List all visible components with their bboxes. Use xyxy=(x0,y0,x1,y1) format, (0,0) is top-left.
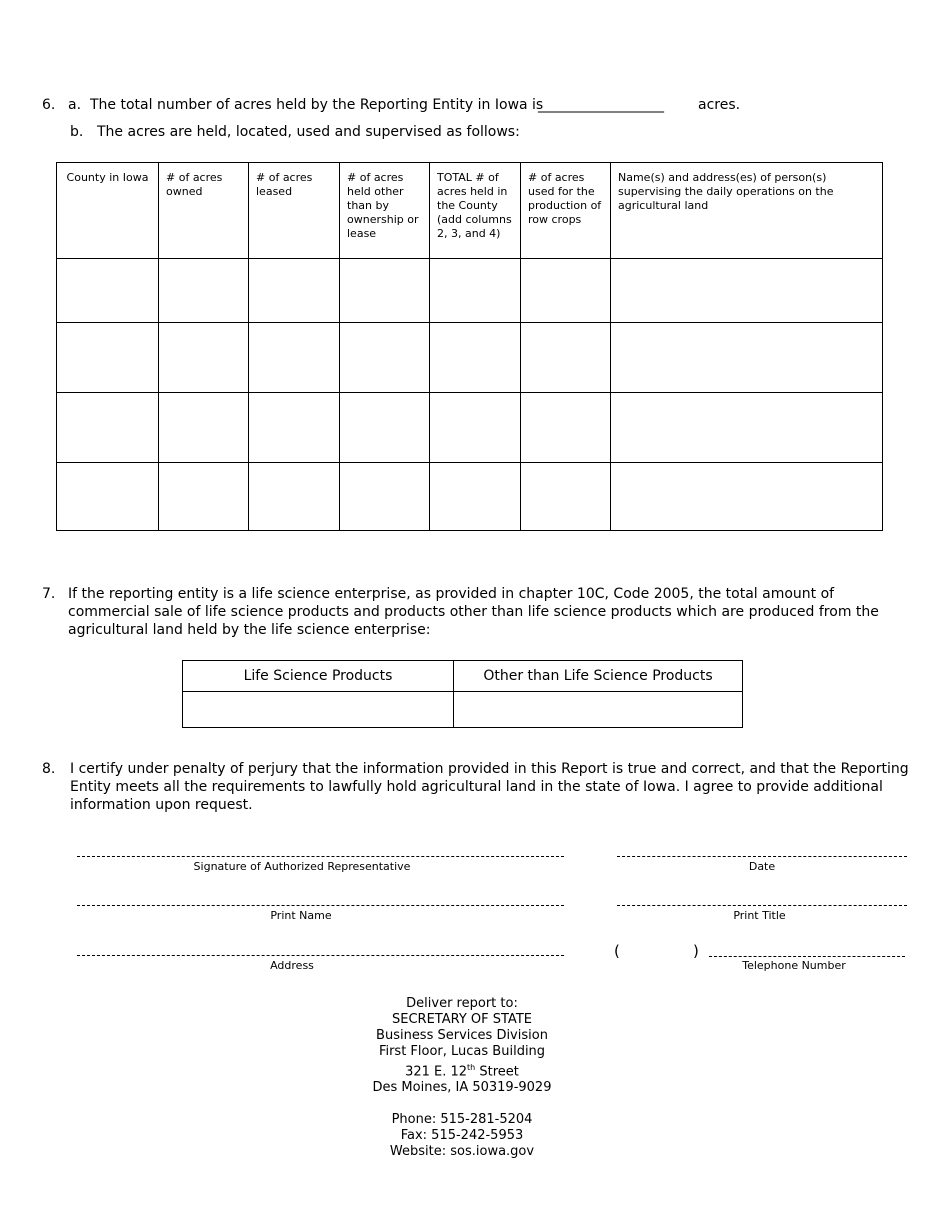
cell-owned[interactable] xyxy=(159,463,249,531)
q6a-text: The total number of acres held by the Reporting Entity in Iowa is xyxy=(90,97,544,113)
cell-row-crops[interactable] xyxy=(521,259,611,323)
cell-owned[interactable] xyxy=(159,393,249,463)
website[interactable]: Website: sos.iowa.gov xyxy=(389,1144,535,1160)
q8-text: I certify under penalty of perjury that the information provided in this Report is true and correct, and that the Reporting Entity meets all the requirements to lawfully hold agricultural land in the state of Iowa. I agree to provide additional information upon request. xyxy=(70,761,909,813)
signature-label: Signature of Authorized Representative xyxy=(193,860,411,873)
cell-supervisors[interactable] xyxy=(611,463,883,531)
cell-row-crops[interactable] xyxy=(521,323,611,393)
signature-line[interactable] xyxy=(77,856,564,857)
cell-row-crops[interactable] xyxy=(521,393,611,463)
q7-number: 7. xyxy=(42,586,56,602)
building-name: First Floor, Lucas Building xyxy=(378,1044,546,1059)
q6b-label: b. xyxy=(70,124,84,140)
area-code-open-paren: ( xyxy=(614,942,620,960)
cell-other[interactable] xyxy=(340,463,430,531)
phone-label: Telephone Number xyxy=(742,959,846,972)
header-acres-other: # of acres held other than by ownership or lease xyxy=(340,163,430,259)
cell-supervisors[interactable] xyxy=(611,393,883,463)
cell-county[interactable] xyxy=(57,463,159,531)
cell-owned[interactable] xyxy=(159,259,249,323)
address-line[interactable] xyxy=(77,955,564,956)
office-name: SECRETARY OF STATE xyxy=(392,1012,532,1027)
footer-spacer xyxy=(300,1096,624,1112)
phone-line[interactable] xyxy=(709,956,905,957)
cell-leased[interactable] xyxy=(249,393,340,463)
header-acres-leased: # of acres leased xyxy=(249,163,340,259)
cell-leased[interactable] xyxy=(249,323,340,393)
acres-table xyxy=(56,162,883,531)
table-row xyxy=(57,323,883,393)
street-address: 321 E. 12th Street xyxy=(405,1063,519,1080)
q6b-text: The acres are held, located, used and supervised as follows: xyxy=(97,124,520,140)
header-row-crops: # of acres used for the production of row crops xyxy=(521,163,611,259)
header-acres-owned: # of acres owned xyxy=(159,163,249,259)
deliver-label: Deliver report to: xyxy=(406,996,518,1011)
date-line[interactable] xyxy=(617,856,907,857)
division-name: Business Services Division xyxy=(376,1028,548,1043)
table-row xyxy=(57,259,883,323)
cell-row-crops[interactable] xyxy=(521,463,611,531)
acres-table-header-row xyxy=(57,163,883,259)
header-total-acres: TOTAL # of acres held in the County (add columns 2, 3, and 4) xyxy=(430,163,521,259)
cell-total[interactable] xyxy=(430,463,521,531)
address-label: Address xyxy=(270,959,314,972)
print-name-line[interactable] xyxy=(77,905,564,906)
table-row xyxy=(57,393,883,463)
fax-number: Fax: 515-242-5953 xyxy=(400,1128,524,1144)
cell-total[interactable] xyxy=(430,259,521,323)
cell-other[interactable] xyxy=(340,323,430,393)
cell-life-science[interactable] xyxy=(183,692,454,728)
cell-leased[interactable] xyxy=(249,463,340,531)
q6-number: 6. xyxy=(42,97,56,113)
cell-other-products[interactable] xyxy=(454,692,743,728)
header-county: County in Iowa xyxy=(57,163,159,259)
q6a-unit: acres. xyxy=(698,97,741,113)
q8-number: 8. xyxy=(42,761,56,777)
phone-number: Phone: 515-281-5204 xyxy=(391,1112,533,1128)
cell-owned[interactable] xyxy=(159,323,249,393)
cell-county[interactable] xyxy=(57,323,159,393)
area-code-close-paren: ) xyxy=(693,942,699,960)
cell-supervisors[interactable] xyxy=(611,259,883,323)
cell-total[interactable] xyxy=(430,393,521,463)
cell-other[interactable] xyxy=(340,259,430,323)
cell-leased[interactable] xyxy=(249,259,340,323)
header-supervisors: Name(s) and address(es) of person(s) supervising the daily operations on the agricultural land xyxy=(611,163,883,259)
cell-total[interactable] xyxy=(430,323,521,393)
q6a-blank[interactable]: __________________ xyxy=(538,97,664,113)
header-life-science: Life Science Products xyxy=(183,661,454,692)
city-state-zip: Des Moines, IA 50319-9029 xyxy=(372,1080,552,1096)
cell-county[interactable] xyxy=(57,393,159,463)
print-title-label: Print Title xyxy=(733,909,786,922)
table-row xyxy=(57,463,883,531)
cell-county[interactable] xyxy=(57,259,159,323)
q6a-label: a. xyxy=(68,97,82,113)
cell-other[interactable] xyxy=(340,393,430,463)
header-other-products: Other than Life Science Products xyxy=(454,661,743,692)
cell-supervisors[interactable] xyxy=(611,323,883,393)
print-title-line[interactable] xyxy=(617,905,907,906)
life-science-table xyxy=(182,660,743,728)
date-label: Date xyxy=(748,860,776,873)
delivery-address xyxy=(300,996,624,1160)
print-name-label: Print Name xyxy=(270,909,332,922)
q7-text: If the reporting entity is a life science enterprise, as provided in chapter 10C, Code 2005, the total amount of commercial sale of life science products and products other than life science products which are produced from the agricultural land held by the life science enterprise: xyxy=(68,586,879,638)
